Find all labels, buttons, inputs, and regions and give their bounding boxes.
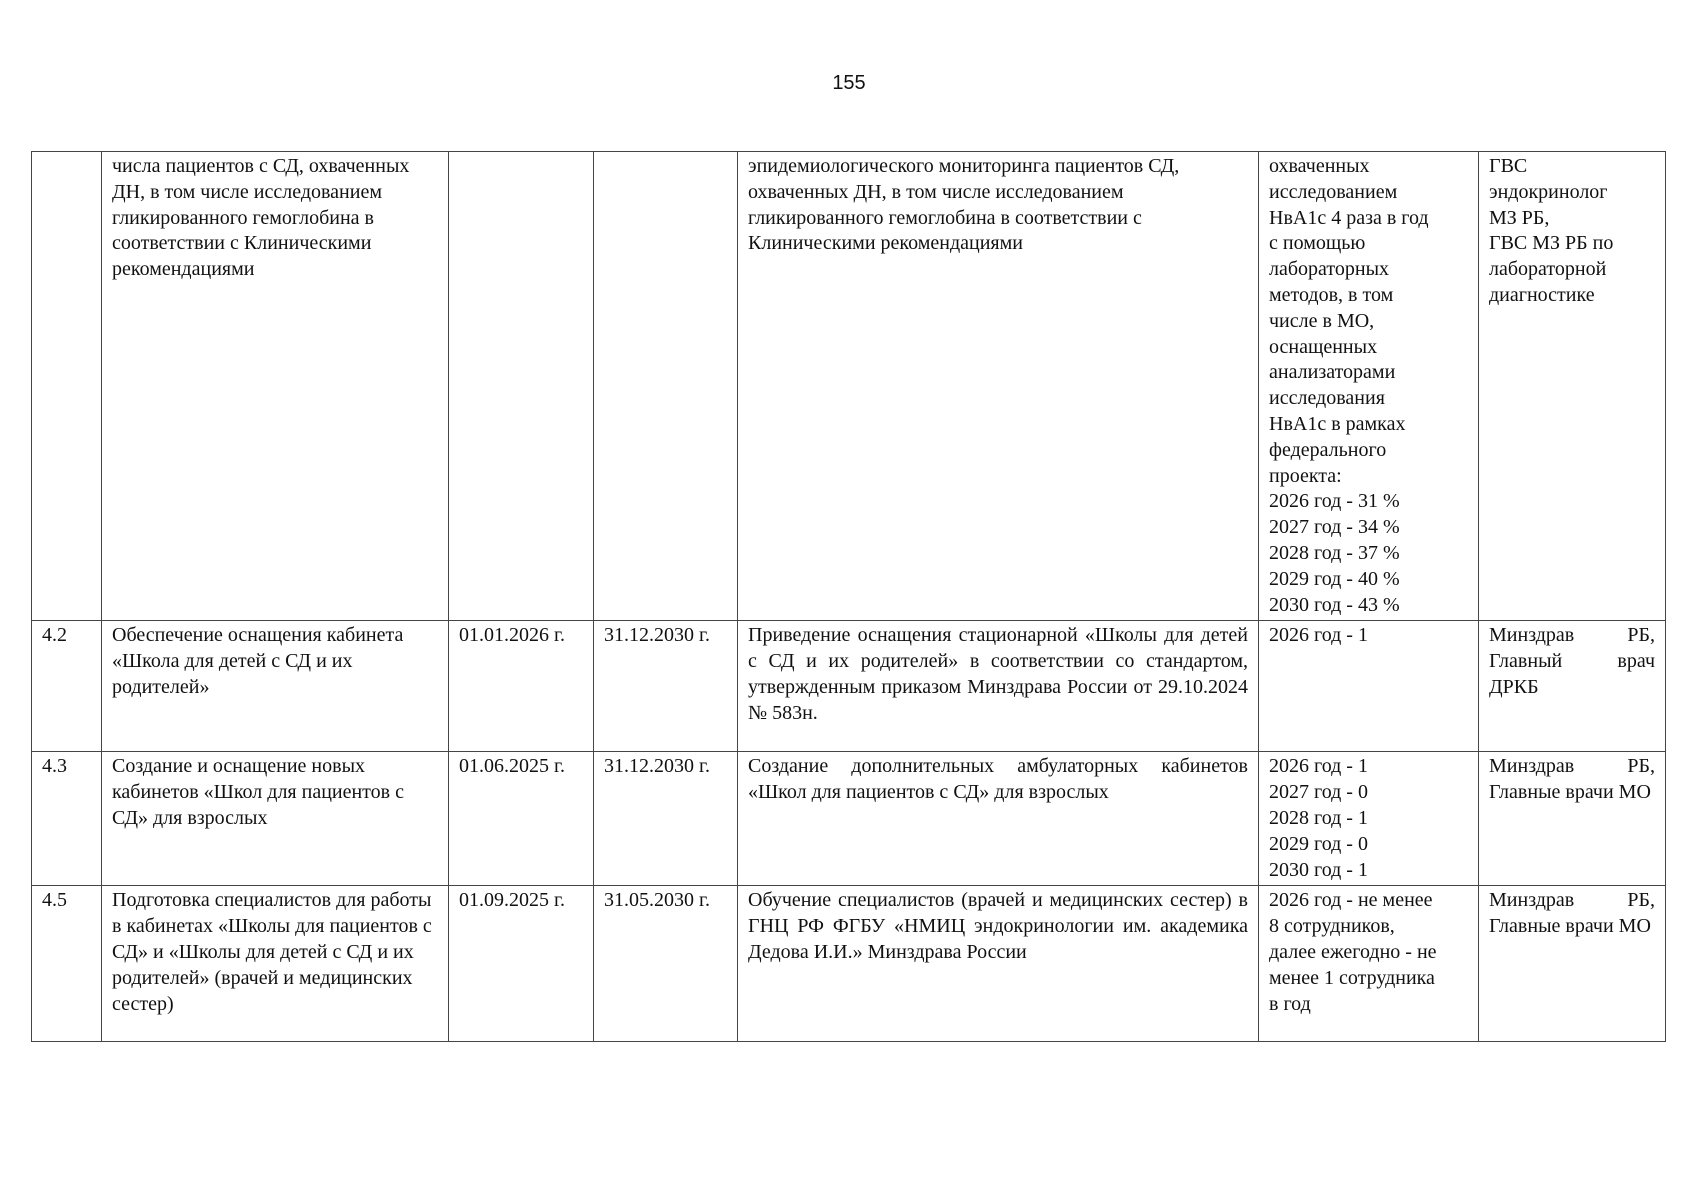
cell-activity: числа пациентов с СД, охваченных ДН, в том числе исследованием гликированного гемоглобина в соответствии с Клиническими рекомендациями	[102, 152, 449, 621]
responsible-line: лабораторной	[1489, 258, 1607, 281]
cell-start-date: 01.01.2026 г.	[449, 621, 594, 752]
indicator-line: числе в МО,	[1269, 309, 1375, 332]
cell-result: Обучение специалистов (врачей и медицинских сестер) в ГНЦ РФ ФГБУ «НМИЦ эндокринологии им. академика Дедова И.И.» Минздрава России	[738, 886, 1259, 1042]
indicator-line: 2030 год - 43 %	[1269, 593, 1400, 616]
indicator-line: исследованием	[1269, 180, 1398, 203]
indicator-line: менее 1 сотрудника	[1269, 966, 1435, 989]
indicator-line: федерального	[1269, 438, 1387, 461]
indicator-line: 2028 год - 37 %	[1269, 541, 1400, 564]
indicator-line: с помощью	[1269, 232, 1366, 255]
indicator-line: 2026 год - 1	[1269, 624, 1368, 647]
indicator-line: 2027 год - 34 %	[1269, 516, 1400, 539]
responsible-line: диагностике	[1489, 283, 1595, 306]
cell-activity: Создание и оснащение новых кабинетов «Школ для пациентов с СД» для взрослых	[102, 752, 449, 886]
responsible-line: МЗ РБ,	[1489, 206, 1550, 229]
cell-responsible	[1479, 152, 1666, 621]
cell-end-date: 31.12.2030 г.	[594, 621, 738, 752]
indicator-line: исследования	[1269, 387, 1385, 410]
cell-indicator	[1259, 752, 1479, 886]
table-row	[32, 886, 1666, 1042]
indicator-line: 2027 год - 0	[1269, 781, 1368, 804]
cell-indicator	[1259, 886, 1479, 1042]
indicator-line: 2029 год - 40 %	[1269, 567, 1400, 590]
indicator-line: 2029 год - 0	[1269, 832, 1368, 855]
indicator-line: охваченных	[1269, 155, 1370, 177]
indicator-line: в год	[1269, 992, 1311, 1015]
cell-result: Создание дополнительных амбулаторных кабинетов «Школ для пациентов с СД» для взрослых	[738, 752, 1259, 886]
cell-number: 4.5	[32, 886, 102, 1042]
indicator-line: 2026 год - 31 %	[1269, 490, 1400, 513]
indicator-line: 2028 год - 1	[1269, 806, 1368, 829]
indicator-line: оснащенных	[1269, 335, 1378, 358]
cell-end-date: 31.05.2030 г.	[594, 886, 738, 1042]
cell-responsible: Минздрав РБ, Главные врачи МО	[1479, 886, 1666, 1042]
cell-end-date	[594, 152, 738, 621]
cell-result: Приведение оснащения стационарной «Школы для детей с СД и их родителей» в соответствии со стандартом, утвержденным приказом Минздрава России от 29.10.2024 № 583н.	[738, 621, 1259, 752]
page-number: 155	[832, 72, 866, 94]
cell-responsible: Минздрав РБ, Главные врачи МО	[1479, 752, 1666, 886]
cell-responsible: Минздрав РБ, Главный врач ДРКБ	[1479, 621, 1666, 752]
indicator-line: лабораторных	[1269, 258, 1390, 281]
cell-number: 4.3	[32, 752, 102, 886]
indicator-line: методов, в том	[1269, 283, 1394, 306]
indicator-line: НвА1с 4 раза в год	[1269, 206, 1429, 229]
indicator-line: анализаторами	[1269, 361, 1396, 384]
cell-indicator	[1259, 152, 1479, 621]
cell-number: 4.2	[32, 621, 102, 752]
cell-number	[32, 152, 102, 621]
indicator-line: 8 сотрудников,	[1269, 915, 1395, 938]
indicator-line: 2026 год - не менее	[1269, 889, 1433, 912]
indicator-line: проекта:	[1269, 464, 1342, 487]
indicator-line: 2026 год - 1	[1269, 755, 1368, 778]
responsible-line: ГВС МЗ РБ по	[1489, 232, 1614, 255]
cell-result: эпидемиологического мониторинга пациентов СД, охваченных ДН, в том числе исследованием гликированного гемоглобина в соответствии с Клиническими рекомендациями	[738, 152, 1259, 621]
cell-start-date	[449, 152, 594, 621]
indicator-line: 2030 год - 1	[1269, 858, 1368, 881]
table-row	[32, 621, 1666, 752]
table-row	[32, 152, 1666, 621]
cell-start-date: 01.06.2025 г.	[449, 752, 594, 886]
measures-table	[31, 151, 1666, 1042]
cell-start-date: 01.09.2025 г.	[449, 886, 594, 1042]
cell-activity: Обеспечение оснащения кабинета «Школа для детей с СД и их родителей»	[102, 621, 449, 752]
indicator-line: НвА1с в рамках	[1269, 412, 1406, 435]
cell-indicator	[1259, 621, 1479, 752]
responsible-line: эндокринолог	[1489, 180, 1608, 203]
indicator-line: далее ежегодно - не	[1269, 940, 1437, 963]
responsible-line: ГВС	[1489, 155, 1528, 177]
cell-end-date: 31.12.2030 г.	[594, 752, 738, 886]
cell-activity: Подготовка специалистов для работы в кабинетах «Школы для пациентов с СД» и «Школы для детей с СД и их родителей» (врачей и медицинских сестер)	[102, 886, 449, 1042]
table-row	[32, 752, 1666, 886]
